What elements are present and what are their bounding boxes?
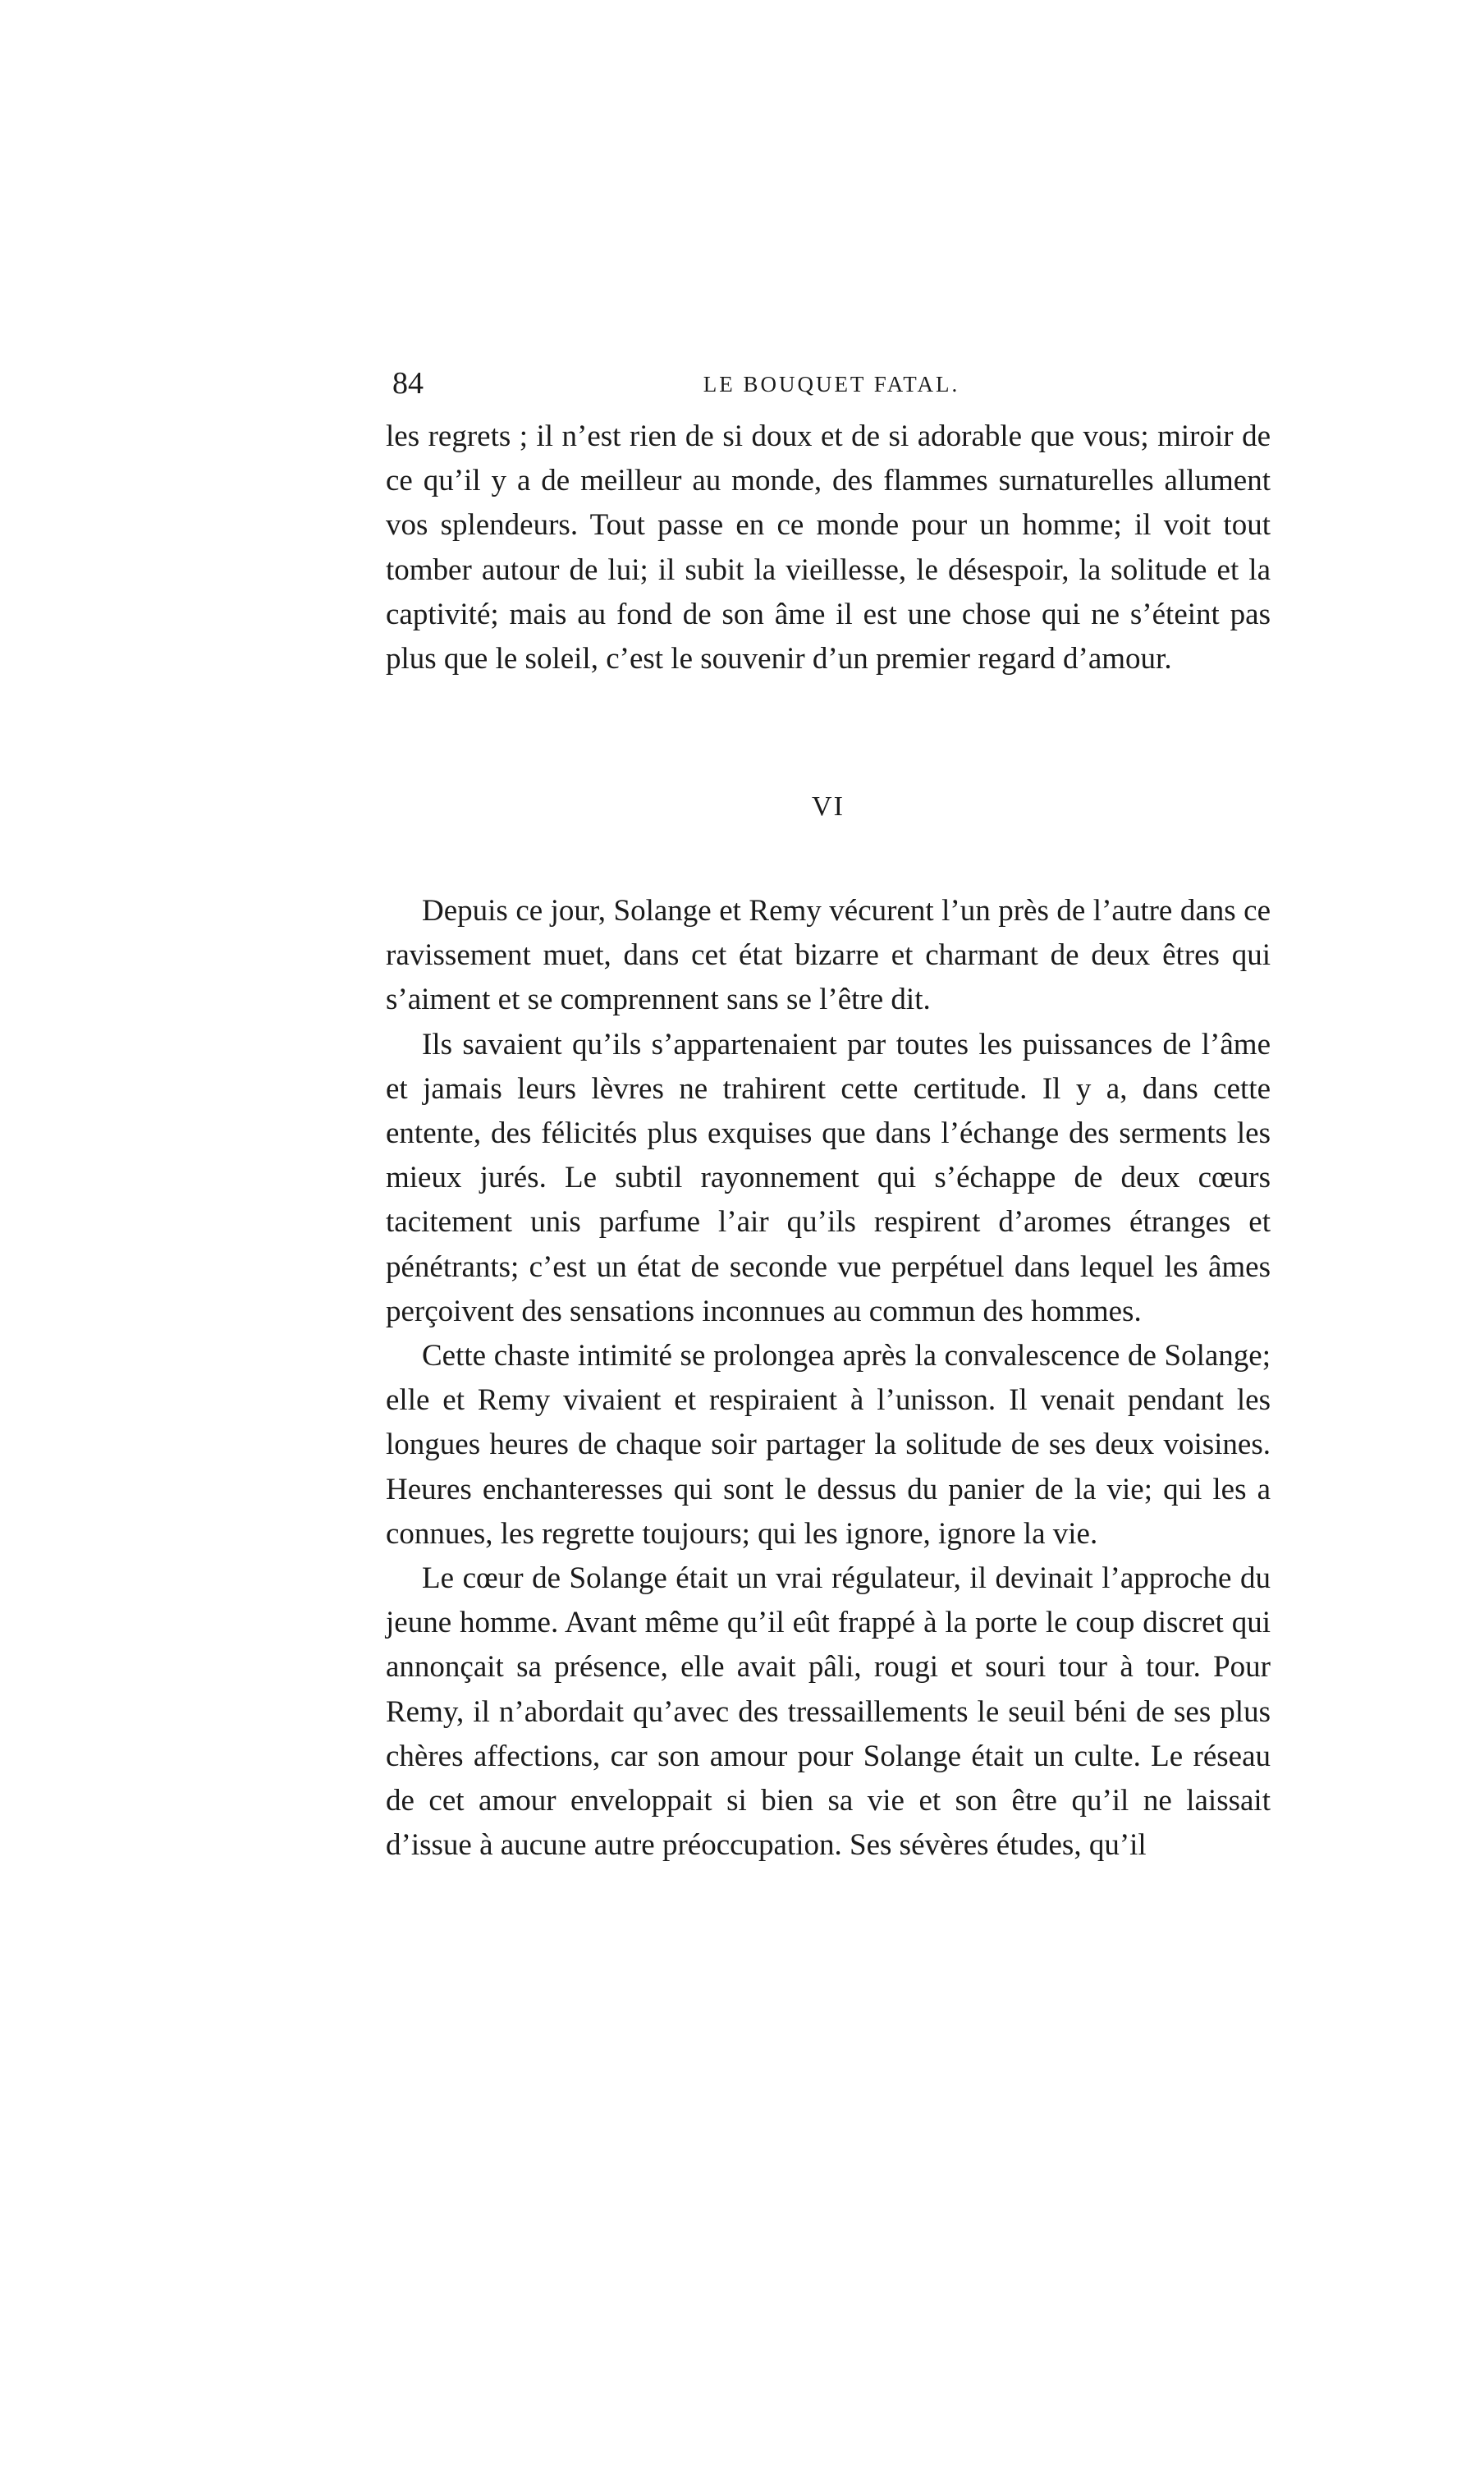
running-title: LE BOUQUET FATAL. (703, 372, 960, 397)
page-number: 84 (392, 366, 424, 401)
paragraph: les regrets ; il n’est rien de si doux et de si adorable que vous; miroir de ce qu’il y a de meilleur au monde, des flammes surnaturelles allument vos splendeurs. Tout passe en ce monde pour un homme; il voit tout tomber autour de lui; il subit la vieillesse, le désespoir, la solitude et la captivité; mais au fond de son âme il est une chose qui ne s’éteint pas plus que le soleil, c’est le souvenir d’un premier regard d’amour. (386, 419, 1271, 676)
paragraph: Depuis ce jour, Solange et Remy vécurent l’un près de l’autre dans ce ravissement muet, dans cet état bizarre et charmant de deux êtres qui s’aiment et se comprennent sans se l’être dit. (386, 894, 1271, 1017)
paragraph: Ils savaient qu’ils s’appartenaient par toutes les puissances de l’âme et jamais leurs lèvres ne trahirent cette certitude. Il y a, dans cette entente, des félicités plus exquises que dans l’échange des serments les mieux jurés. Le subtil rayonnement qui s’échappe de deux cœurs tacitement unis parfume l’air qu’ils respirent d’aromes étranges et pénétrants; c’est un état de seconde vue perpétuel dans lequel les âmes perçoivent des sensations inconnues au commun des hommes. (386, 1027, 1271, 1328)
chapter-heading: VI (812, 791, 845, 822)
text-block-bottom (386, 889, 1271, 1868)
page-header (392, 363, 1271, 412)
text-block-top (386, 415, 1271, 681)
paragraph: Cette chaste intimité se prolongea après la convalescence de Solange; elle et Remy vivaient et respiraient à l’unisson. Il venait pendant les longues heures de chaque soir partager la solitude de ses deux voisines. Heures enchanteresses qui sont le dessus du panier de la vie; qui les a connues, les regrette toujours; qui les ignore, ignore la vie. (386, 1339, 1271, 1551)
paragraph: Le cœur de Solange était un vrai régulateur, il devinait l’approche du jeune homme. Avant même qu’il eût frappé à la porte le coup discret qui annonçait sa présence, elle avait pâli, rougi et souri tour à tour. Pour Remy, il n’abordait qu’avec des tressaillements le seuil béni de ses plus chères affections, car son amour pour Solange était un culte. Le réseau de cet amour enveloppait si bien sa vie et son être qu’il ne laissait d’issue à aucune autre préoccupation. Ses sévères études, qu’il (386, 1561, 1271, 1863)
